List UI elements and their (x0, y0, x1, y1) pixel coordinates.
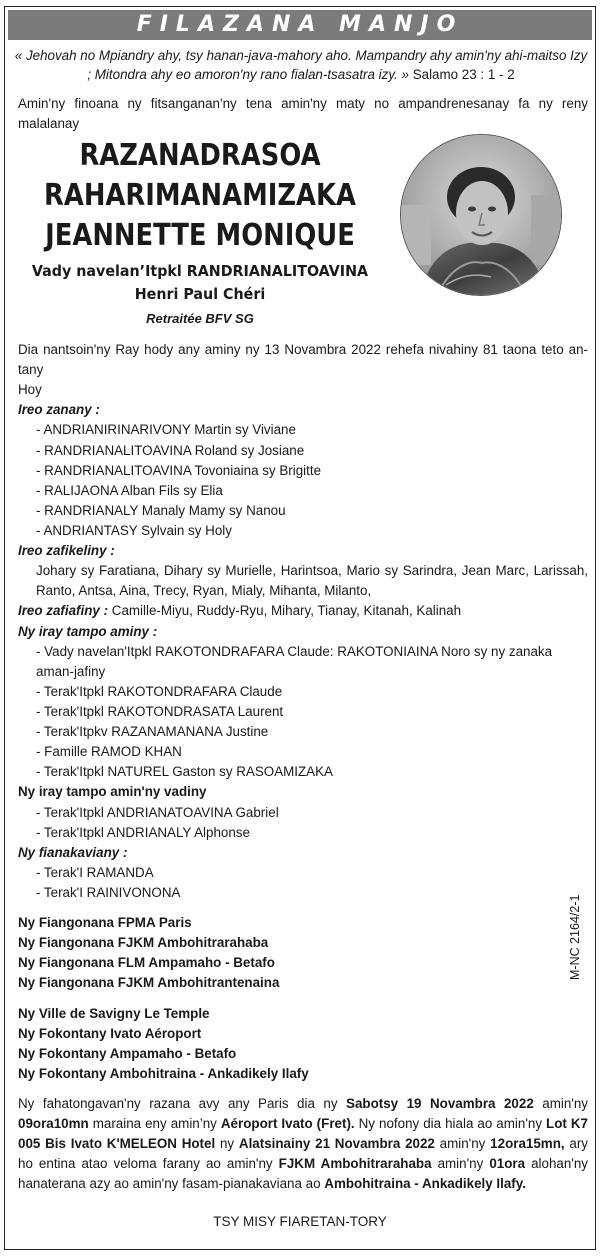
list-item: - RALIJAONA Alban Fils sy Elia (36, 482, 223, 498)
detail-text: ny (215, 1136, 239, 1152)
quote-reference: Salamo 23 : 1 - 2 (412, 67, 515, 83)
spouse-line-1: Vady navelan’Itpkl RANDRIANALITOAVINA (31, 262, 369, 280)
main-body (18, 340, 588, 1084)
list-item: - Vady navelan'Itpkl RAKOTONDRAFARA Claude: RAKOTONIAINA Noro sy ny zanaka aman-jafiny (36, 643, 553, 679)
list-item: - Terak'Itpkv RAZANAMANANA Justine (36, 724, 269, 740)
reference-code: M-NC 2164/2-1 (568, 894, 582, 980)
family-list (18, 863, 588, 903)
deceased-name-line-2: RAHARIMANAMIZAKA (44, 178, 356, 213)
siblings-list (18, 642, 588, 783)
detail-bold: FJKM Ambohitrarahaba (278, 1156, 432, 1172)
detail-bold: Sabotsy 19 Novambra 2022 (346, 1096, 534, 1111)
list-item: - Terak'Itpkl ANDRIANATOAVINA Gabriel (36, 804, 279, 820)
great-grandchildren-line (18, 601, 588, 621)
announcement-text: Dia nantsoin'ny Ray hody any aminy ny 13 Novambra 2022 rehefa nivahiny 81 taona teto an-tany (18, 342, 588, 378)
notice-banner: FILAZANA MANJO (8, 10, 592, 40)
detail-text: amin'ny (431, 1156, 490, 1172)
detail-bold: Alatsinainy 21 Novambra 2022 (238, 1136, 435, 1152)
grandchildren-heading: Ireo zafikeliny : (18, 543, 115, 559)
list-item: - Terak'Itpkl NATUREL Gaston sy RASOAMIZAKA (36, 764, 333, 780)
portrait-image (401, 135, 562, 296)
closing-line: TSY MISY FIARETAN-TORY (213, 1214, 387, 1229)
churches-list (18, 913, 588, 993)
list-item: - Terak'I RAMANDA (36, 864, 154, 880)
detail-bold: Lot K7 005 Bis Ivato K'MELEON Hotel (18, 1116, 588, 1152)
detail-bold: 09ora10mn (18, 1116, 89, 1132)
list-item: - RANDRIANALITOAVINA Roland sy Josiane (36, 442, 305, 458)
community-item: Ny Fokontany Ambohitraina - Ankadikely Ilafy (18, 1065, 309, 1081)
detail-text: maraina eny amin’ny (88, 1116, 221, 1132)
list-item: - Terak'Itpkl RAKOTONDRAFARA Claude (36, 683, 283, 699)
detail-bold: Aéroport Ivato (Fret). (220, 1116, 355, 1132)
community-item: Ny Fokontany Ampamaho - Betafo (18, 1045, 237, 1061)
family-heading: Ny fianakaviany : (18, 844, 128, 860)
church-item: Ny Fiangonana FJKM Ambohitrarahaba (18, 935, 269, 951)
hoy-text: Hoy (18, 382, 42, 398)
spouse-siblings-heading: Ny iray tampo amin'ny vadiny (18, 784, 207, 800)
list-item: - RANDRIANALY Manaly Mamy sy Nanou (36, 502, 286, 518)
grandchildren-text: Johary sy Faratiana, Dihary sy Murielle, Harintsoa, Mario sy Sarindra, Jean Marc, Larissah, Ranto, Antsa, Aina, Trecy, Ryan, Mialy, Mihanta, Milanto, (36, 563, 588, 599)
church-item: Ny Fiangonana FJKM Ambohitrantenaina (18, 975, 280, 991)
communities-list (18, 1004, 588, 1084)
siblings-heading: Ny iray tampo aminy : (18, 623, 158, 639)
great-grandchildren-heading: Ireo zafiafiny : (18, 603, 109, 619)
detail-bold: 12ora15mn, (490, 1136, 565, 1152)
deceased-name-block (10, 136, 390, 328)
deceased-name-line-3: JEANNETTE MONIQUE (45, 218, 355, 253)
portrait-photo (400, 134, 562, 296)
detail-text: Ny fahatongavan'ny razana avy any Paris dia ny (18, 1096, 347, 1111)
intro-text: Amin'ny finoana ny fitsanganan'ny tena amin'ny maty no ampandrenesanay fa ny reny malalanay (18, 96, 588, 132)
spouse-siblings-list (18, 803, 588, 843)
bible-quote (12, 46, 590, 85)
detail-bold: 01ora (489, 1156, 526, 1172)
great-grandchildren-text: Camille-Miyu, Ruddy-Ryu, Mihary, Tianay, Kitanah, Kalinah (111, 603, 462, 619)
list-item: - ANDRIANTASY Sylvain sy Holy (36, 522, 232, 538)
deceased-name-line-1: RAZANADRASOA (79, 138, 321, 173)
church-item: Ny Fiangonana FLM Ampamaho - Betafo (18, 955, 275, 971)
detail-text: alohan'ny hanaterana azy ao amin'ny fasam-pianakaviana ao (18, 1156, 589, 1192)
detail-text: amin'ny (533, 1096, 588, 1111)
detail-text: ary ho entina atao veloma farany ao amin'ny (18, 1136, 588, 1172)
quote-text: « Jehovah no Mpiandry ahy, tsy hanan-java-mahory aho. Mampandry ahy amin'ny ahi-maitso Izy ; Mitondra ahy eo amoron'ny rano fialan-tsasatra izy. » (14, 48, 588, 83)
list-item: - ANDRIANIRINARIVONY Martin sy Viviane (36, 422, 296, 438)
detail-text: amin'ny (434, 1136, 491, 1152)
list-item: - Terak'Itpkl RAKOTONDRASATA Laurent (36, 703, 284, 719)
church-item: Ny Fiangonana FPMA Paris (18, 915, 192, 931)
funeral-details (18, 1094, 588, 1195)
community-item: Ny Ville de Savigny Le Temple (18, 1005, 210, 1021)
list-item: - Famille RAMOD KHAN (36, 744, 182, 760)
detail-text: Ny nofony dia hiala ao amin'ny (354, 1116, 547, 1132)
community-item: Ny Fokontany Ivato Aéroport (18, 1025, 202, 1041)
detail-bold: Ambohitraina - Ankadikely Ilafy. (324, 1176, 526, 1192)
children-heading: Ireo zanany : (18, 402, 100, 418)
list-item: - Terak'I RAINIVONONA (36, 884, 181, 900)
occupation: Retraitée BFV SG (146, 310, 254, 326)
list-item: - Terak'Itpkl ANDRIANALY Alphonse (36, 824, 250, 840)
list-item: - RANDRIANALITOAVINA Tovoniaina sy Brigitte (36, 462, 322, 478)
spouse-line-2: Henri Paul Chéri (134, 285, 266, 304)
children-list (18, 420, 588, 541)
